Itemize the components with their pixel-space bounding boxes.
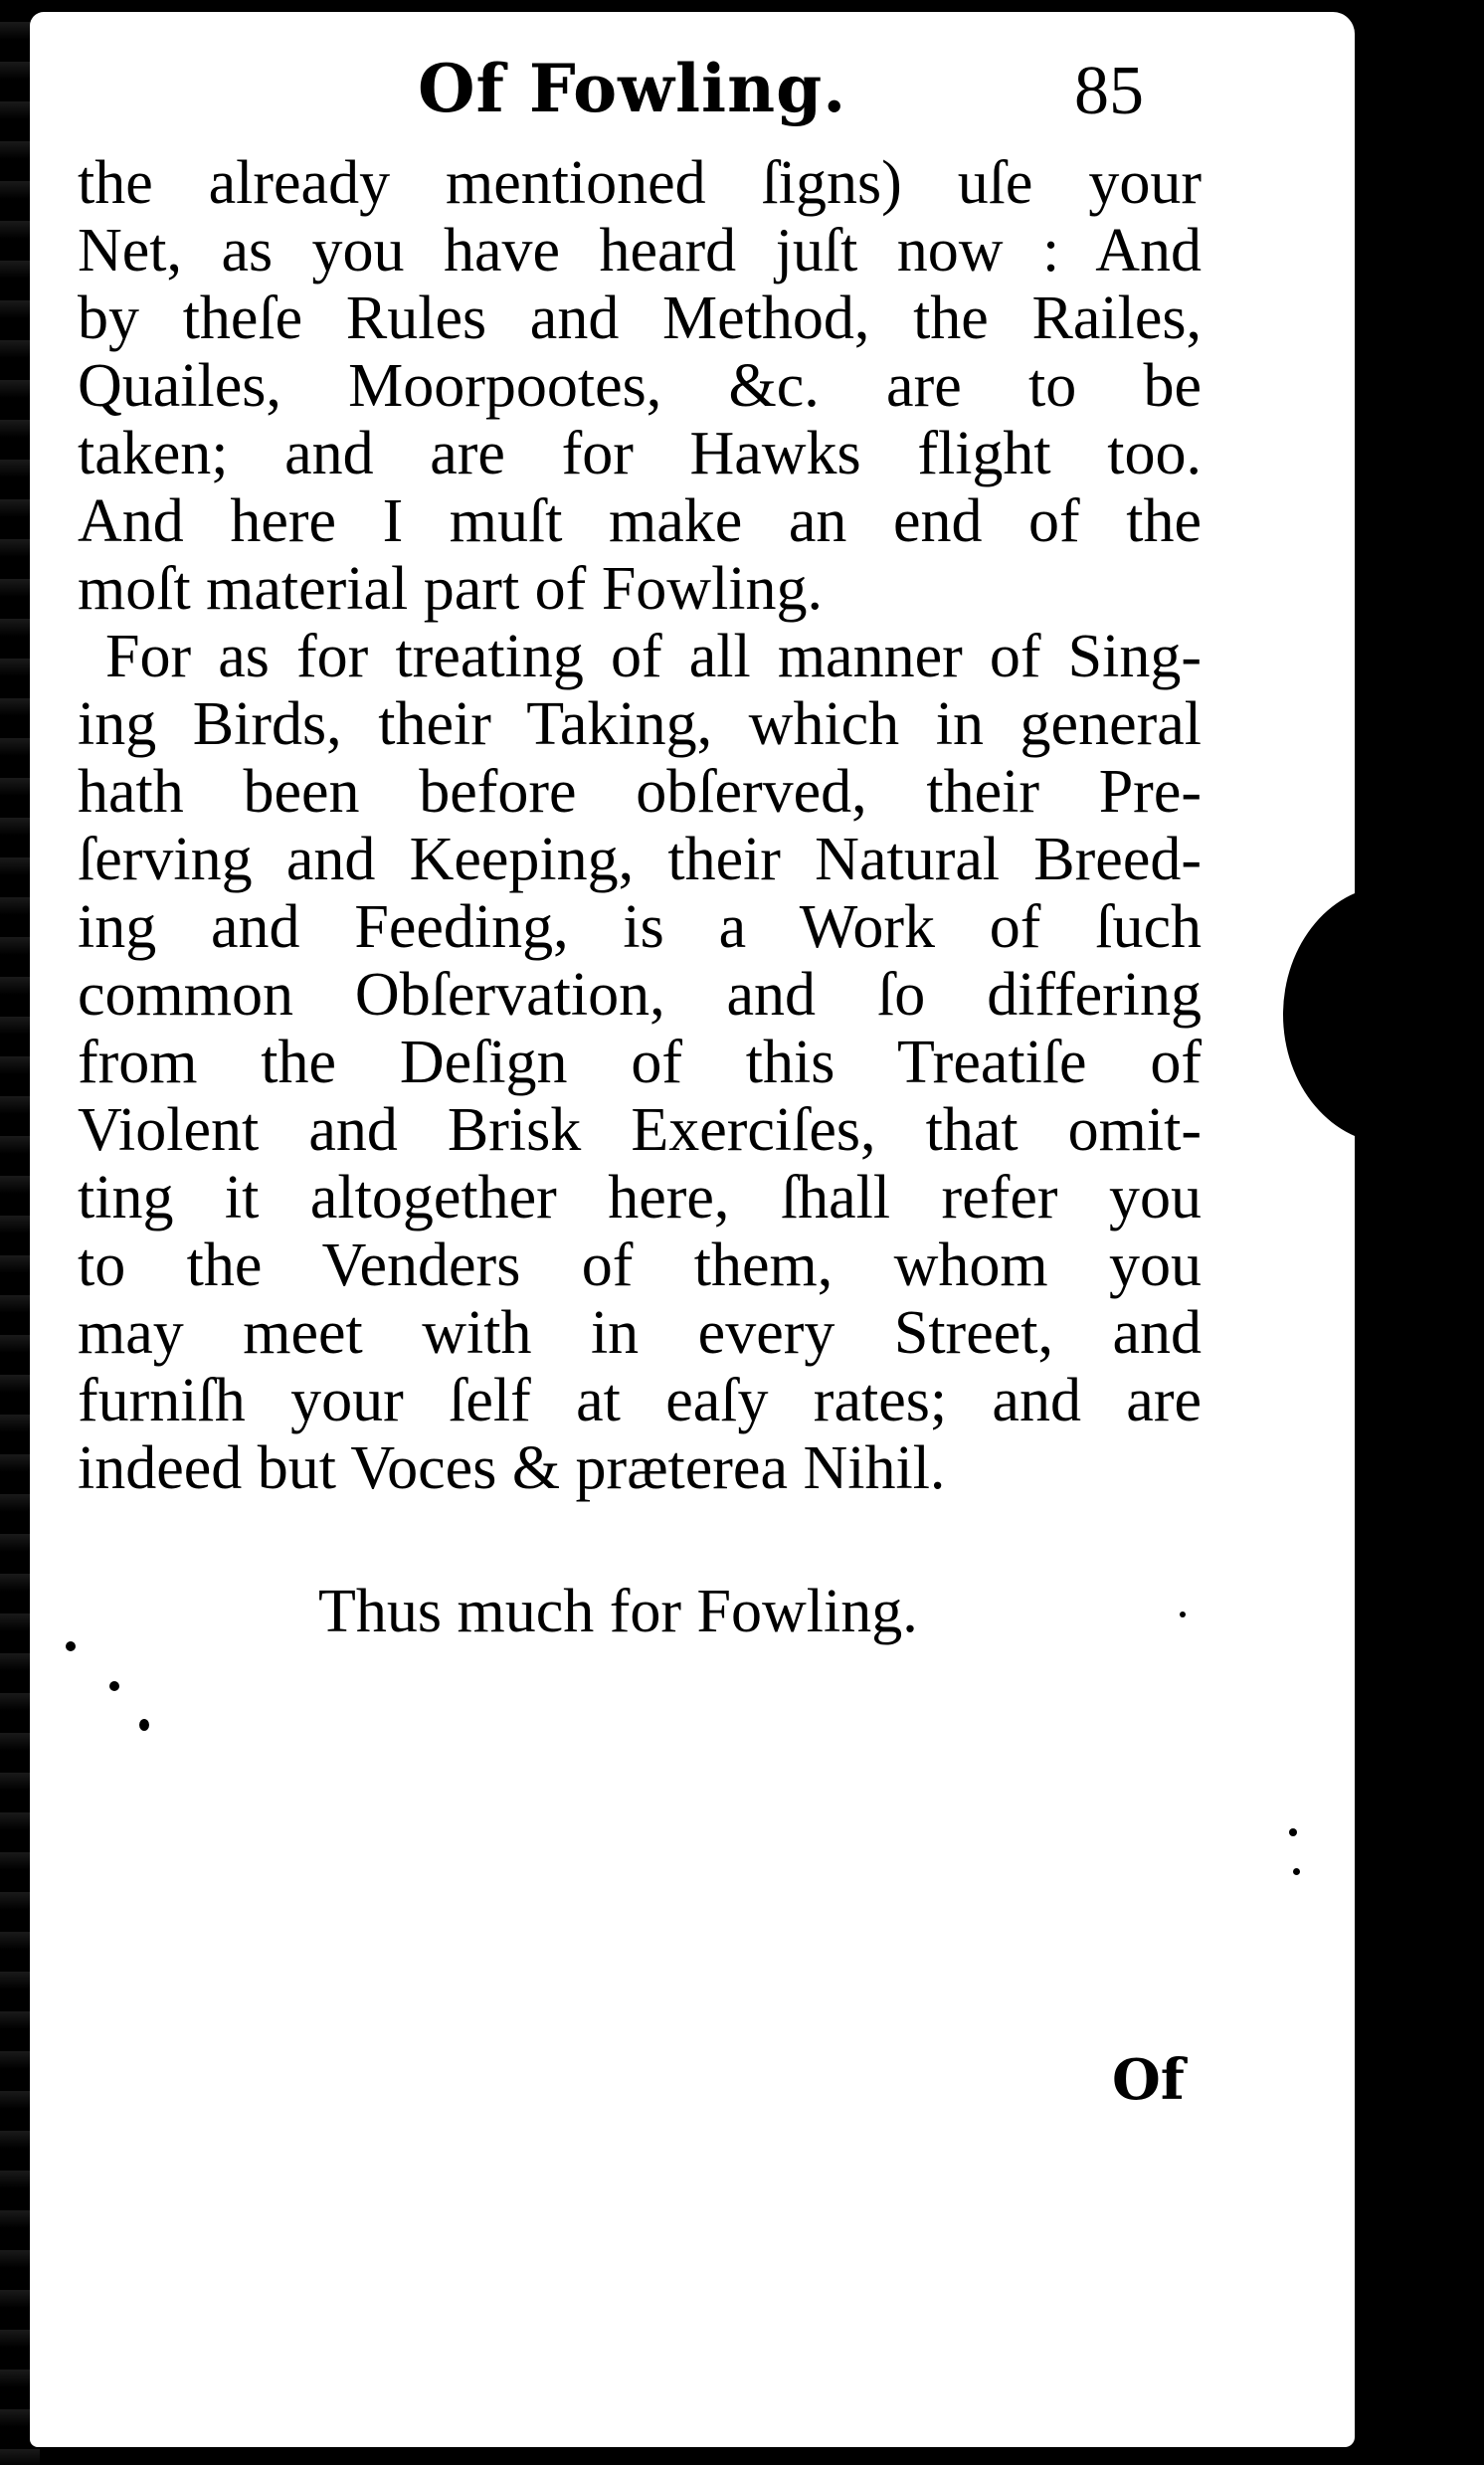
text-line: may meet with in every Street, and (78, 1299, 1202, 1367)
running-head: Of Fowling. (418, 50, 847, 127)
catchword: Of (1112, 2047, 1185, 2113)
text-line: from the Deſign of this Treatiſe of (78, 1029, 1202, 1096)
text-line: For as for treating of all manner of Sing- (105, 623, 1202, 690)
closing-line: Thus much for Fowling. (318, 1578, 918, 1645)
ink-speck (109, 1681, 119, 1691)
ink-speck (1289, 1828, 1297, 1836)
text-line: common Obſervation, and ſo differing (78, 961, 1202, 1029)
ink-speck (1293, 1868, 1300, 1875)
text-line: ing Birds, their Taking, which in general (78, 690, 1202, 758)
text-line: ſerving and Keeping, their Natural Breed- (78, 826, 1202, 893)
text-line: taken; and are for Hawks flight too. (78, 420, 1202, 487)
page-number: 85 (1074, 53, 1144, 129)
text-line: Quailes, Moorpootes, &c. are to be (78, 352, 1202, 420)
text-line: the already mentioned ſigns) uſe your (78, 149, 1202, 217)
text-line: hath been before obſerved, their Pre- (78, 758, 1202, 826)
text-line: ting it altogether here, ſhall refer you (78, 1164, 1202, 1232)
text-line: Violent and Brisk Exerciſes, that omit- (78, 1096, 1202, 1164)
text-line: Net, as you have heard juſt now : And (78, 217, 1202, 284)
ink-speck (66, 1641, 76, 1651)
text-line: furniſh your ſelf at eaſy rates; and are (78, 1367, 1202, 1434)
text-line: And here I muſt make an end of the (78, 487, 1202, 555)
ink-speck (139, 1719, 149, 1731)
text-line: moſt material part of Fowling. (78, 555, 824, 623)
text-line: by theſe Rules and Method, the Railes, (78, 284, 1202, 352)
page-header (0, 40, 1484, 139)
text-line: indeed but Voces & præterea Nihil. (78, 1434, 946, 1502)
text-line: ing and Feeding, is a Work of ſuch (78, 893, 1202, 961)
ink-speck (1180, 1612, 1186, 1617)
body-text (78, 149, 1202, 1502)
text-line: to the Venders of them, whom you (78, 1232, 1202, 1299)
